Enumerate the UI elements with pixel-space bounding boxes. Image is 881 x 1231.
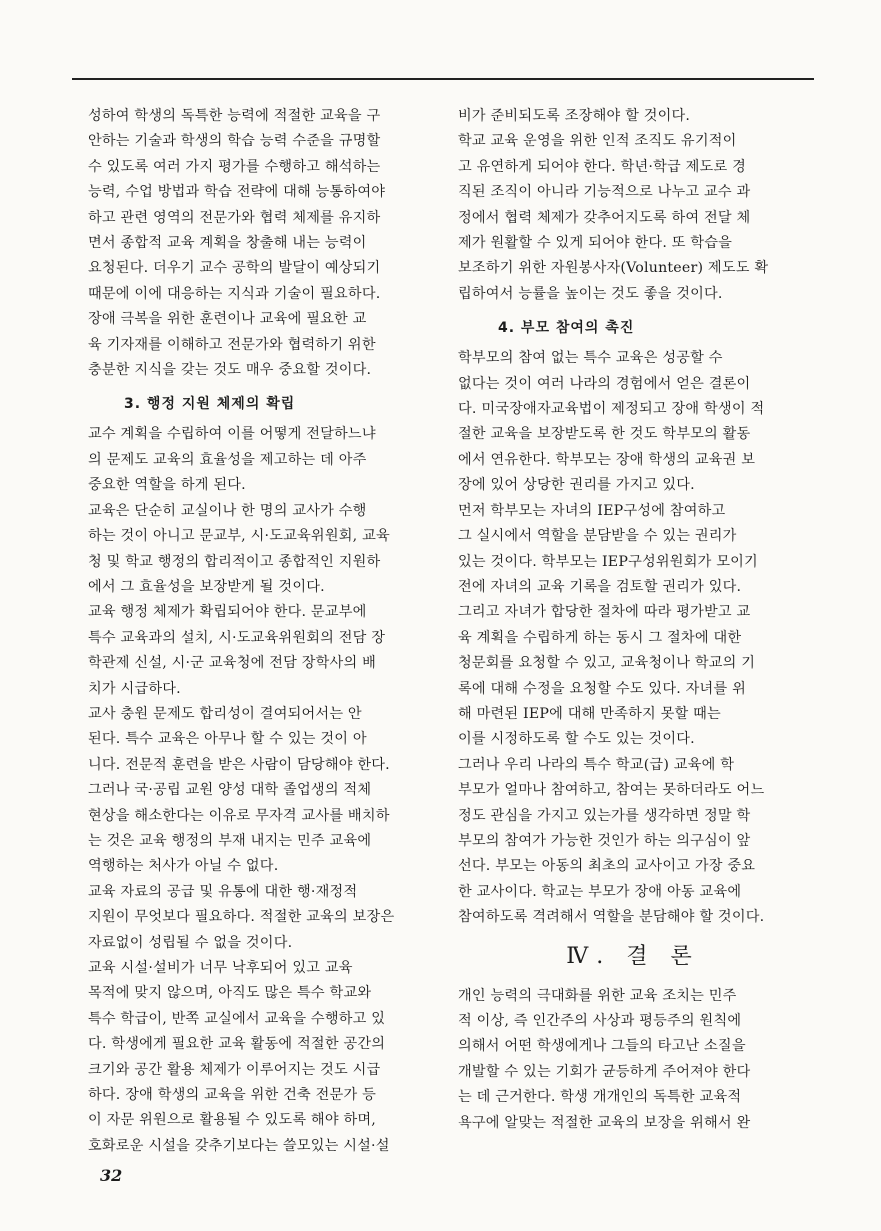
paragraph: 교수 계획을 수립하여 이를 어떻게 전달하느냐 의 문제도 교육의 효율성을 제고하는 데 아주 중요한 역할을 하게 된다.: [88, 426, 376, 494]
paragraph: 비가 준비되도록 조장해야 할 것이다.: [458, 108, 691, 124]
paragraph: 학교 교육 운영을 위한 인적 조직도 유기적이 고 유연하게 되어야 한다. 학년·학급 제도로 경 직된 조직이 아니라 기능적으로 나누고 교수 과 정에서 협력 체제가 갖추어지도록 하여 전달 체 제가 원활할 수 있게 되어야 한다. 또 학습을 보조하기 위한 자원봉사자(Volunteer) 제도도 확 립하여서 능률을 높이는 것도 좋을 것이다.: [458, 133, 769, 302]
left-column: [88, 104, 432, 1159]
paragraph: 장애 극복을 위한 훈련이나 교육에 필요한 교 육 기자재를 이해하고 전문가와 협력하기 위한 충분한 지식을 갖는 것도 매우 중요할 것이다.: [88, 311, 376, 379]
page-number: 32: [100, 1166, 123, 1185]
section-heading: 3. 행정 지원 체제의 확립: [124, 396, 296, 413]
paragraph: 교육 자료의 공급 및 유통에 대한 행·재정적 지원이 무엇보다 필요하다. 적절한 교육의 보장은 자료없이 성립될 수 없을 것이다.: [88, 883, 395, 951]
header-rule: [72, 78, 814, 80]
paragraph: 성하여 학생의 독특한 능력에 적절한 교육을 구 안하는 기술과 학생의 학습 능력 수준을 규명할 수 있도록 여러 가지 평가를 수행하고 해석하는 능력, 수업 방법과 학습 전략에 대해 능통하여야 하고 관련 영역의 전문가와 협력 체제를 유지하 면서 종합적 교육 계획을 창출해 내는 능력이 요청된다. 더우기 교수 공학의 발달이 예상되기 때문에 이에 대응하는 지식과 기술이 필요하다.: [88, 108, 386, 302]
paragraph: 학부모의 참여 없는 특수 교육은 성공할 수 없다는 것이 여러 나라의 경험에서 얻은 결론이 다. 미국장애자교육법이 제정되고 장애 학생이 적 절한 교육을 보장받도록 한 것도 학부모의 활동 에서 연유한다. 학부모는 장애 학생의 교육권 보 장에 있어 상당한 권리를 가지고 있다.: [458, 350, 765, 494]
paragraph: 교육 시설·설비가 너무 낙후되어 있고 교육 목적에 맞지 않으며, 아직도 많은 특수 학교와 특수 학급이, 반쪽 교실에서 교육을 수행하고 있 다. 학생에게 필요한 교육 활동에 적절한 공간의 크기와 공간 활용 체제가 이루어지는 것도 시급 하다. 장애 학생의 교육을 위한 건축 전문가 등 이 자문 위원으로 활용될 수 있도록 해야 하며, 호화로운 시설을 갖추기보다는 쓸모있는 시설·설: [88, 960, 390, 1154]
paragraph: 교사 충원 문제도 합리성이 결여되어서는 안 된다. 특수 교육은 아무나 할 수 있는 것이 아 니다. 전문적 훈련을 받은 사람이 담당해야 한다. 그러나 국·공립 교원 양성 대학 졸업생의 적체 현상을 해소한다는 이유로 무자격 교사를 배치하 는 것은 교육 행정의 부재 내지는 민주 교육에 역행하는 처사가 아닐 수 없다.: [88, 705, 390, 875]
paragraph: 그러나 우리 나라의 특수 학교(급) 교육에 학 부모가 얼마나 참여하고, 참여는 못하더라도 어느 정도 관심을 가지고 있는가를 생각하면 정말 학 부모의 참여가 가능한 것인가 하는 의구심이 앞 선다. 부모는 아동의 최초의 교사이고 가장 중요 한 교사이다. 학교는 부모가 장애 아동 교육에 참여하도록 격려해서 역할을 분담해야 할 것이다.: [458, 756, 765, 926]
chapter-title: Ⅳ. 결 론: [566, 943, 700, 969]
paragraph: 먼저 학부모는 자녀의 IEP구성에 참여하고 그 실시에서 역할을 분담받을 수 있는 권리가 있는 것이다. 학부모는 IEP구성위원회가 모이기 전에 자녀의 교육 기록을 검토할 권리가 있다. 그리고 자녀가 합당한 절차에 따라 평가받고 교 육 계획을 수립하게 하는 동시 그 절차에 대한 청문회를 요청할 수 있고, 교육청이나 학교의 기 록에 대해 수정을 요청할 수도 있다. 자녀를 위 해 마련된 IEP에 대해 만족하지 못할 때는 이를 시정하도록 할 수도 있는 것이다.: [458, 502, 758, 748]
paragraph: 교육은 단순히 교실이나 한 명의 교사가 수행 하는 것이 아니고 문교부, 시·도교육위원회, 교육 청 및 학교 행정의 합리적이고 종합적인 지원하 에서 그 효율성을 보장받게 될 것이다.: [88, 502, 390, 595]
section-heading: 4. 부모 참여의 촉진: [498, 320, 635, 337]
paragraph: 개인 능력의 극대화를 위한 교육 조치는 민주 적 이상, 즉 인간주의 사상과 평등주의 원칙에 의해서 어떤 학생에게나 그들의 타고난 소질을 개발할 수 있는 기회가 균등하게 주어져야 한다 는 데 근거한다. 학생 개개인의 독특한 교육적 욕구에 알맞는 적절한 교육의 보장을 위해서 완: [458, 987, 751, 1131]
paragraph: 교육 행정 체제가 확립되어야 한다. 문교부에 특수 교육과의 설치, 시·도교육위원회의 전담 장 학관제 신설, 시·군 교육청에 전담 장학사의 배 치가 시급하다.: [88, 604, 386, 697]
right-column: [458, 104, 808, 1136]
